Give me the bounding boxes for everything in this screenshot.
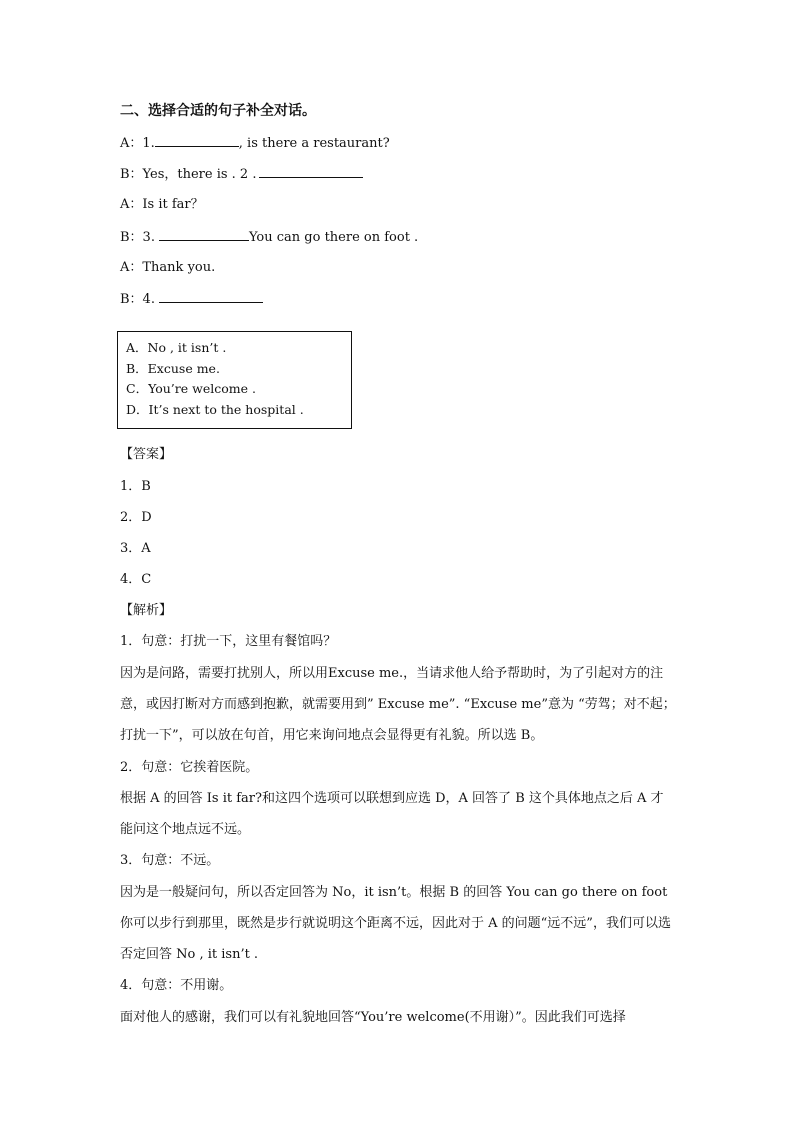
option-c: C．You’re welcome .	[126, 381, 256, 396]
analysis-q3-title: 3．句意：不远。	[120, 853, 220, 868]
section-title: 二、选择合适的句子补全对话。	[120, 103, 316, 119]
answer-4: 4．C	[120, 572, 152, 587]
answer-blank-1	[155, 134, 239, 147]
answer-heading: 【答案】	[120, 447, 173, 462]
analysis-q2-title: 2．句意：它挨着医院。	[120, 760, 259, 775]
dialogue-line-5: A：Thank you.	[120, 260, 216, 275]
dialogue-line-3: A：Is it far？	[120, 197, 204, 212]
dialogue-line-1	[120, 134, 680, 153]
dialogue-line-4-prefix: B：3.	[120, 230, 155, 245]
analysis-q2-body: 根据 A 的回答 Is it far?和这四个选项可以联想到应选 D，A 回答了 B 这个具体地点之后 A 才能问这个地点远不远。	[120, 791, 664, 837]
analysis-heading: 【解析】	[120, 603, 173, 618]
option-d: D．It’s next to the hospital .	[126, 401, 304, 417]
dialogue-line-2	[120, 165, 680, 184]
options-box	[117, 331, 352, 429]
answer-blank-4	[159, 290, 263, 303]
answer-blank-2	[259, 165, 363, 178]
answer-3: 3．A	[120, 541, 151, 556]
dialogue-line-1-prefix: A：1.	[120, 136, 155, 151]
dialogue-line-2-prefix: B：Yes，there is . 2 .	[120, 167, 257, 182]
analysis-q3-body: 因为是一般疑问句，所以否定回答为 No，it isn’t。根据 B 的回答 You can go there on foot 你可以步行到那里，既然是步行就说明这个距离不远，因此对于 A 的问题“远不远”，我们可以选否定回答 No , it isn’t .	[120, 885, 671, 962]
answer-2: 2．D	[120, 510, 152, 525]
dialogue-line-4	[120, 228, 680, 247]
option-a: A．No , it isn’t .	[126, 340, 227, 355]
answer-blank-3	[159, 228, 249, 241]
dialogue-line-4-suffix: You can go there on foot .	[248, 230, 419, 245]
analysis-q4-title: 4．句意：不用谢。	[120, 978, 233, 993]
analysis-q1-body: 因为是问路，需要打扰别人，所以用Excuse me.，当请求他人给予帮助时，为了引起对方的注意，或因打断对方而感到抱歉，就需要用到” Excuse me”. “Excuse me”意为 “劳驾；对不起；打扰一下”，可以放在句首，用它来询问地点会显得更有礼貌。所以选 B。	[120, 666, 676, 743]
dialogue-line-6-prefix: B：4.	[120, 292, 155, 307]
analysis-q1-title: 1．句意：打扰一下，这里有餐馆吗？	[120, 634, 337, 649]
option-b: B．Excuse me.	[126, 360, 220, 376]
dialogue-line-1-suffix: , is there a restaurant?	[238, 136, 390, 151]
analysis-q4-body: 面对他人的感谢，我们可以有礼貌地回答“You’re welcome(不用谢）”。因此我们可选择	[120, 1010, 626, 1025]
answer-1: 1．B	[120, 479, 151, 494]
dialogue-line-6	[120, 290, 680, 309]
